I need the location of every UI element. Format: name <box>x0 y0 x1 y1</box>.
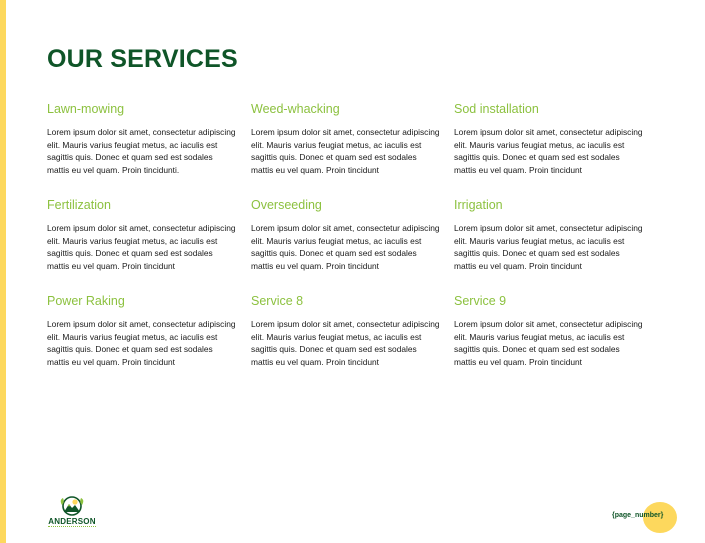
left-accent-bar <box>0 0 6 543</box>
service-description: Lorem ipsum dolor sit amet, consectetur adipiscing elit. Mauris varius feugiat metus, ac iaculis est sagittis quis. Donec et quam sed est sodales mattis eu vel quam. Proin tincidunt <box>454 127 643 176</box>
page-number: {page_number} <box>612 512 664 519</box>
service-card-6 <box>454 197 644 273</box>
service-title: Lawn-mowing <box>47 102 125 116</box>
service-card-8 <box>251 293 441 369</box>
service-description: Lorem ipsum dolor sit amet, consectetur adipiscing elit. Mauris varius feugiat metus, ac iaculis est sagittis quis. Donec et quam sed est sodales mattis eu vel quam. Proin tincidunt <box>251 319 440 368</box>
brand-logo <box>44 496 100 530</box>
service-card-7 <box>47 293 237 369</box>
service-description: Lorem ipsum dolor sit amet, consectetur adipiscing elit. Mauris varius feugiat metus, ac iaculis est sagittis quis. Donec et quam sed est sodales mattis eu vel quam. Proin tincidunt <box>47 223 236 272</box>
logo-underline <box>48 526 96 528</box>
service-card-4 <box>47 197 237 273</box>
service-description: Lorem ipsum dolor sit amet, consectetur adipiscing elit. Mauris varius feugiat metus, ac iaculis est sagittis quis. Donec et quam sed est sodales mattis eu vel quam. Proin tincidunti. <box>47 127 236 176</box>
service-description: Lorem ipsum dolor sit amet, consectetur adipiscing elit. Mauris varius feugiat metus, ac iaculis est sagittis quis. Donec et quam sed est sodales mattis eu vel quam. Proin tincidunt <box>47 319 236 368</box>
service-card-9 <box>454 293 644 369</box>
page-title: OUR SERVICES <box>47 45 238 73</box>
service-card-5 <box>251 197 441 273</box>
service-title: Irrigation <box>454 198 503 212</box>
brand-name: ANDERSON <box>48 517 96 526</box>
service-card-1 <box>47 101 237 177</box>
service-title: Service 9 <box>454 294 507 308</box>
service-description: Lorem ipsum dolor sit amet, consectetur adipiscing elit. Mauris varius feugiat metus, ac iaculis est sagittis quis. Donec et quam sed est sodales mattis eu vel quam. Proin tincidunt <box>454 223 643 272</box>
service-description: Lorem ipsum dolor sit amet, consectetur adipiscing elit. Mauris varius feugiat metus, ac iaculis est sagittis quis. Donec et quam sed est sodales mattis eu vel quam. Proin tincidunt <box>251 127 440 176</box>
service-description: Lorem ipsum dolor sit amet, consectetur adipiscing elit. Mauris varius feugiat metus, ac iaculis est sagittis quis. Donec et quam sed est sodales mattis eu vel quam. Proin tincidunt <box>454 319 643 368</box>
service-title: Overseeding <box>251 198 322 212</box>
service-card-2 <box>251 101 441 177</box>
service-title: Weed-whacking <box>251 102 340 116</box>
service-title: Service 8 <box>251 294 304 308</box>
service-card-3 <box>454 101 644 177</box>
service-title: Sod installation <box>454 102 539 116</box>
service-title: Power Raking <box>47 294 125 308</box>
leaf-mountain-sun-icon <box>59 496 85 517</box>
service-description: Lorem ipsum dolor sit amet, consectetur adipiscing elit. Mauris varius feugiat metus, ac iaculis est sagittis quis. Donec et quam sed est sodales mattis eu vel quam. Proin tincidunt <box>251 223 440 272</box>
service-title: Fertilization <box>47 198 111 212</box>
